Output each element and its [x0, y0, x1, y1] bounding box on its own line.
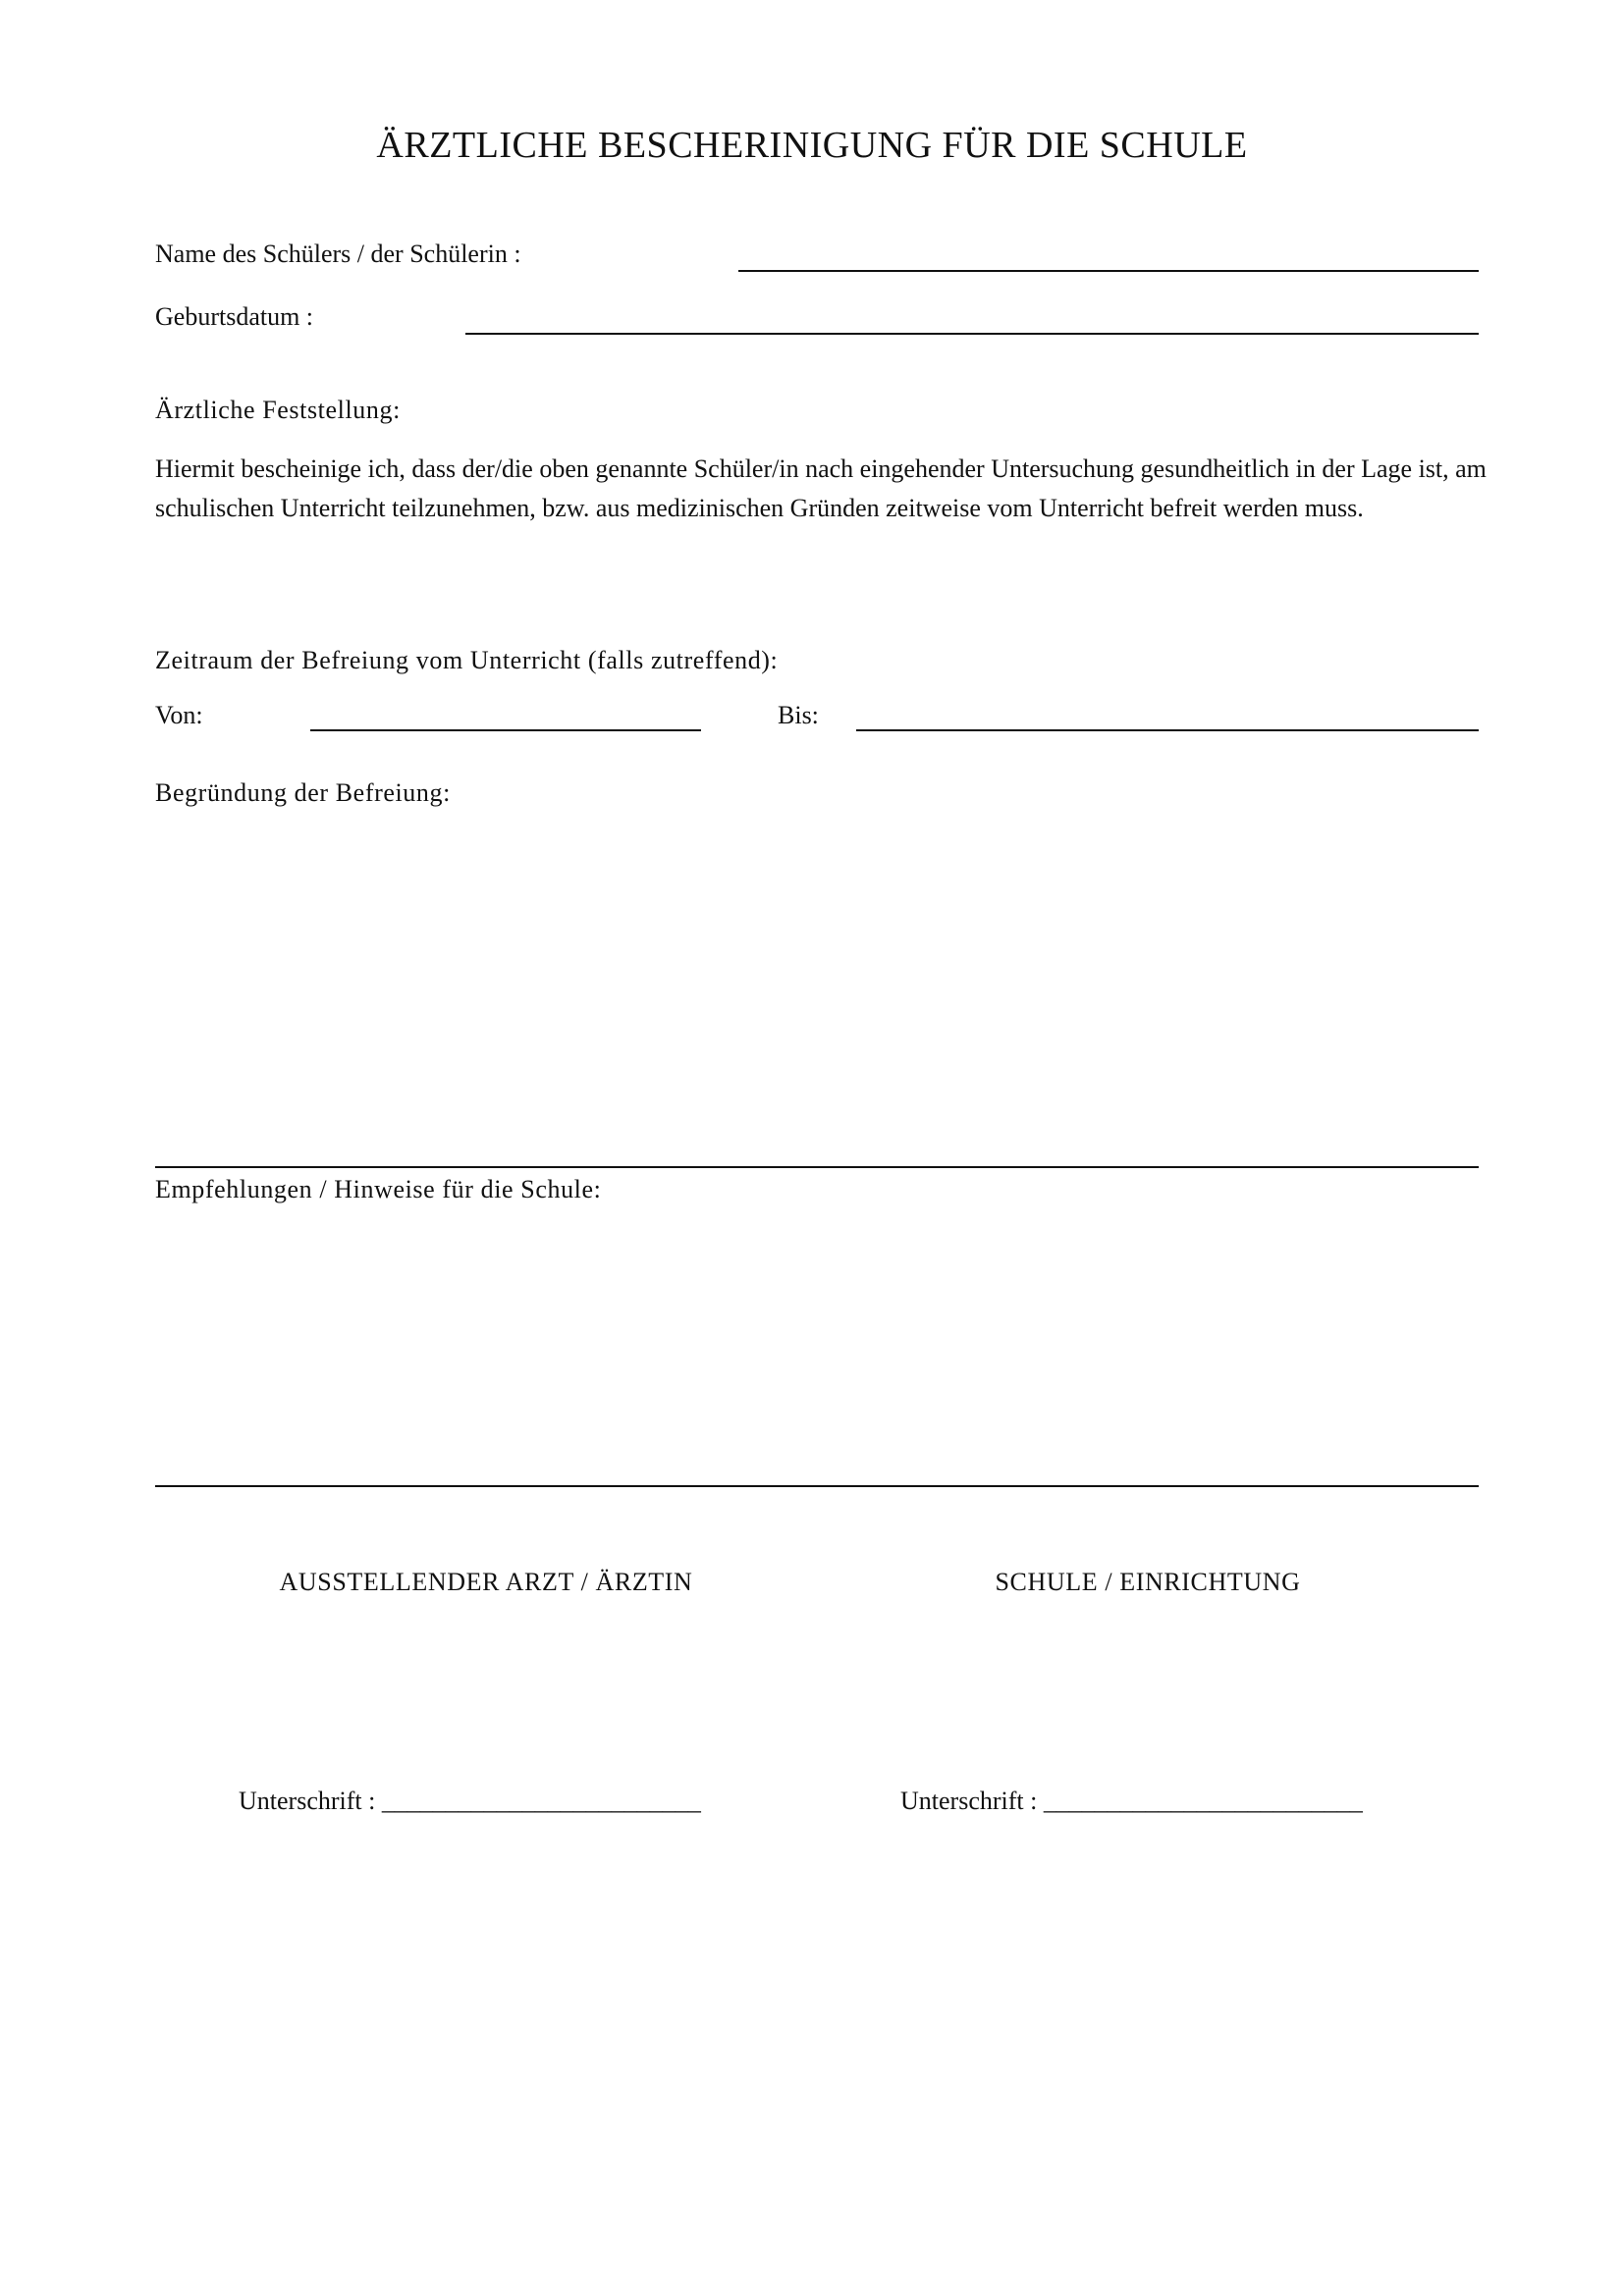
document-title: ÄRZTLICHE BESCHERINIGUNG FÜR DIE SCHULE — [376, 125, 1248, 166]
period-label: Zeitraum der Befreiung vom Unterricht (falls zutreffend): — [155, 646, 779, 674]
recommendations-field[interactable] — [155, 1212, 1479, 1482]
birthdate-label: Geburtsdatum : — [155, 302, 314, 331]
school-signature-field[interactable]: Unterschrift : _________________________ — [900, 1787, 1363, 1815]
school-heading: SCHULE / EINRICHTUNG — [995, 1568, 1301, 1596]
to-label: Bis: — [778, 701, 819, 729]
doctor-heading: AUSSTELLENDER ARZT / ÄRZTIN — [279, 1568, 693, 1596]
reason-field[interactable] — [155, 815, 1479, 1163]
doctor-signature-field[interactable]: Unterschrift : _________________________ — [239, 1787, 701, 1815]
recommendations-label: Empfehlungen / Hinweise für die Schule: — [155, 1175, 602, 1203]
birthdate-field[interactable] — [465, 333, 1479, 335]
recommendations-divider — [155, 1485, 1479, 1487]
student-name-field[interactable] — [738, 270, 1479, 272]
finding-text: Hiermit bescheinige ich, dass der/die oben genannte Schüler/in nach eingehender Untersuchung gesundheitlich in der Lage ist, am schulischen Unterricht teilzunehmen, bzw. aus medizinischen Gründen zeitweise vom Unterricht befreit werden muss. — [155, 454, 1487, 522]
from-label: Von: — [155, 701, 203, 729]
student-name-label: Name des Schülers / der Schülerin : — [155, 240, 521, 268]
finding-label: Ärztliche Feststellung: — [155, 396, 401, 424]
reason-label: Begründung der Befreiung: — [155, 778, 451, 807]
to-date-field[interactable] — [856, 729, 1479, 731]
from-date-field[interactable] — [310, 729, 701, 731]
reason-divider — [155, 1166, 1479, 1168]
